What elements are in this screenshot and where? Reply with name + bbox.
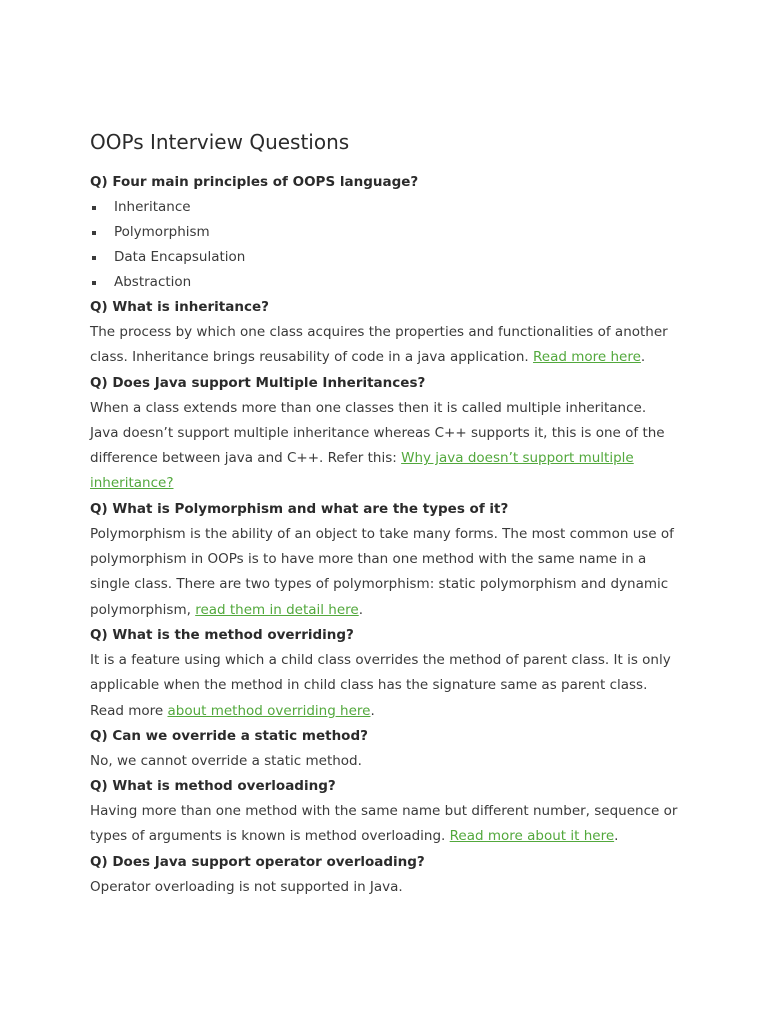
answer-text: The process by which one class acquires the properties and functionalities of another: [90, 324, 668, 340]
question-operator-overloading: Q) Does Java support operator overloading?: [90, 853, 425, 870]
question-static-override: Q) Can we override a static method?: [90, 727, 368, 744]
multiple-inheritance-link[interactable]: Why java doesn’t support multiple: [401, 450, 634, 467]
answer-multiple-inheritance: [90, 396, 688, 497]
bullet-icon: [92, 206, 96, 210]
answer-text: class. Inheritance brings reusability of code in a java application.: [90, 349, 534, 366]
page-title: OOPs Interview Questions: [90, 130, 350, 154]
answer-polymorphism: [90, 522, 688, 623]
list-item-label: Polymorphism: [114, 224, 210, 240]
method-overriding-link[interactable]: about method overriding here: [167, 702, 371, 719]
list-item: [90, 245, 688, 270]
bullet-icon: [92, 231, 96, 235]
question-polymorphism: Q) What is Polymorphism and what are the types of it?: [90, 500, 509, 517]
list-item: [90, 270, 688, 295]
answer-method-overloading: [90, 799, 688, 850]
bullet-icon: [92, 281, 96, 285]
list-item-label: Inheritance: [114, 199, 191, 215]
question-multiple-inheritance: Q) Does Java support Multiple Inheritances?: [90, 374, 426, 391]
answer-text: single class. There are two types of polymorphism: static polymorphism and dynamic: [90, 576, 669, 593]
answer-text: Polymorphism is the ability of an object to take many forms. The most common use of: [90, 525, 674, 542]
method-overloading-link[interactable]: Read more about it here: [449, 828, 615, 845]
list-item: [90, 195, 688, 220]
answer-inheritance: [90, 320, 688, 371]
bullet-icon: [92, 256, 96, 260]
answer-text: Having more than one method with the same name but different number, sequence or: [90, 803, 678, 820]
answer-operator-overloading: Operator overloading is not supported in Java.: [90, 878, 403, 895]
answer-text: types of arguments is known is method overloading.: [90, 828, 450, 845]
polymorphism-detail-link[interactable]: read them in detail here: [195, 601, 359, 618]
answer-text: .: [358, 601, 364, 618]
question-method-overriding: Q) What is the method overriding?: [90, 626, 354, 643]
read-more-inheritance-link[interactable]: Read more here: [533, 349, 641, 366]
question-method-overloading: Q) What is method overloading?: [90, 778, 336, 795]
answer-text: difference between java and C++. Refer this:: [90, 450, 402, 467]
list-item-label: Data Encapsulation: [114, 249, 246, 265]
answer-text: .: [640, 349, 646, 366]
list-item-label: Abstraction: [114, 274, 192, 290]
question-principles: Q) Four main principles of OOPS language?: [90, 174, 419, 190]
list-item: [90, 220, 688, 245]
answer-text: polymorphism in OOPs is to have more than one method with the same name in a: [90, 551, 647, 568]
principles-list: [90, 195, 688, 295]
answer-text: applicable when the method in child class has the signature same as parent class.: [90, 677, 648, 694]
answer-text: When a class extends more than one classes then it is called multiple inheritance.: [90, 399, 647, 416]
question-inheritance: Q) What is inheritance?: [90, 299, 269, 315]
answer-text: polymorphism,: [90, 601, 196, 618]
answer-text: .: [614, 828, 619, 845]
answer-text: It is a feature using which a child class overrides the method of parent class. It is only: [90, 651, 671, 668]
answer-text: Read more: [90, 702, 168, 719]
multiple-inheritance-link-continued[interactable]: inheritance?: [90, 475, 174, 492]
answer-method-overriding: [90, 648, 688, 724]
answer-text: Java doesn’t support multiple inheritance whereas C++ supports it, this is one of the: [90, 424, 665, 441]
answer-static-override: No, we cannot override a static method.: [90, 752, 362, 769]
answer-text: .: [370, 702, 375, 719]
